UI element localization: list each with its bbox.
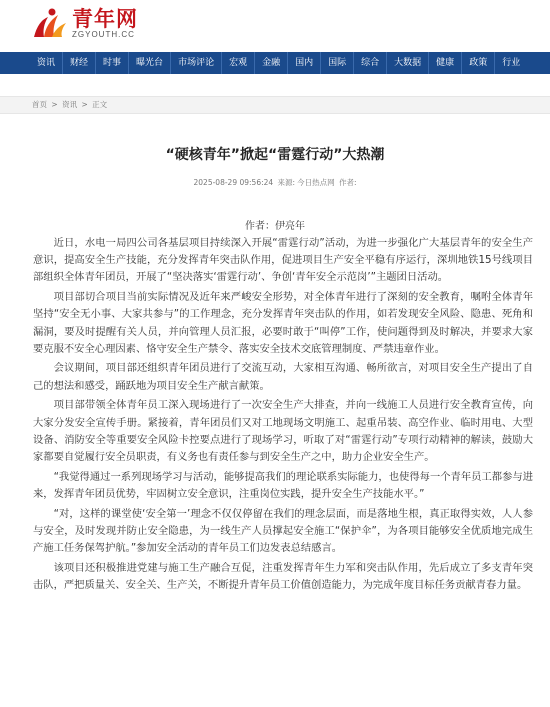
- article-paragraph: “对，这样的课堂使‘安全第一’理念不仅仅停留在我们的理念层面，而是落地生根，真正取得实效，人人参与安全，及时发现并防止安全隐患，为一线生产人员撑起安全施工“保护伞”，为各项目能够安全优质地完成生产施工任务保驾护航。”参加安全活动的青年员工们边发表总结感言。: [33, 507, 533, 554]
- site-logo[interactable]: [30, 6, 138, 42]
- nav-item[interactable]: 金融: [255, 52, 288, 74]
- article-paragraph: “我觉得通过一系列现场学习与活动，能够提高我们的理论联系实际能力，也使得每一个青年员工都参与进来，发挥青年团员优势，牢固树立安全意识，注重岗位实践，提升安全生产技能水平。”: [33, 470, 533, 500]
- nav-item[interactable]: 宏观: [222, 52, 255, 74]
- breadcrumb-news[interactable]: 资讯: [62, 100, 78, 109]
- nav-item[interactable]: 市场评论: [171, 52, 222, 74]
- nav-item[interactable]: 时事: [96, 52, 129, 74]
- breadcrumb-current: 正文: [92, 100, 108, 109]
- article-title: “硬核青年”掀起“雷霆行动”大热潮: [165, 147, 385, 163]
- nav-item[interactable]: 大数据: [387, 52, 429, 74]
- article-paragraph: 近日，水电一局四公司各基层项目持续深入开展“雷霆行动”活动，为进一步强化广大基层青年的安全生产意识，提高安全生产技能，充分发挥青年突击队作用，促进项目生产安全平稳有序运行，深圳地铁15号线项目部组织全体青年团员，开展了“坚决落实‘雷霆行动’、争创‘青年安全示范岗’”主题团日活动。: [33, 237, 533, 284]
- site-header: [0, 0, 550, 48]
- nav-item[interactable]: 行业: [502, 58, 521, 68]
- logo-icon: [30, 7, 68, 41]
- logo-title: 青年网: [72, 7, 138, 31]
- breadcrumb-separator: >: [81, 100, 88, 109]
- article-paragraph: 项目部切合项目当前实际情况及近年来严峻安全形势，对全体青年进行了深刻的安全教育，嘱咐全体青年坚持“安全无小事、大家共参与”的工作理念，充分发挥青年突击队的作用，如若发现安全风险、隐患、死角和漏洞，要及时提醒有关人员，并向管理人员汇报，必要时敢于“叫停”工作，使问题得到及时解决，并要求大家要克服不安全心理因素、恪守安全生产禁令、落实安全技术交底管理制度、严禁违章作业。: [33, 291, 533, 355]
- article-paragraph: 项目部带领全体青年员工深入现场进行了一次安全生产大排查，并向一线施工人员进行安全教育宣传，向大家分发安全宣传手册。紧接着，青年团员们又对工地现场文明施工、起重吊装、高空作业、临时用电、大型设备、消防安全等重要安全风险卡控要点进行了现场学习，听取了对“雷霆行动”专项行动精神的解读，鼓励大家都要自觉履行安全员职责，有义务也有责任参与到安全生产之中，助力企业安全生产。: [33, 399, 533, 463]
- article-body: [33, 235, 533, 597]
- nav-item[interactable]: 曝光台: [129, 52, 171, 74]
- nav-item[interactable]: 财经: [63, 52, 96, 74]
- author-label: 作者:: [338, 178, 357, 187]
- article-author: 作者：伊亮年: [245, 221, 305, 232]
- article-meta: [0, 177, 550, 188]
- nav-item[interactable]: 综合: [354, 52, 387, 74]
- main-nav: [0, 52, 550, 74]
- article-paragraph: 该项目还积极推进党建与施工生产融合互促，注重发挥青年生力军和突击队作用，先后成立了多支青年突击队，严把质量关、安全关、生产关，不断提升青年员工价值创造能力，为完成年度目标任务贡献青春力量。: [33, 561, 533, 591]
- article-paragraph: 会议期间，项目部还组织青年团员进行了交流互动，大家相互沟通、畅所欲言，对项目安全生产提出了自己的想法和感受，踊跃地为项目安全生产献言献策。: [33, 362, 533, 392]
- nav-item[interactable]: 政策: [462, 52, 495, 74]
- nav-item[interactable]: 健康: [429, 52, 462, 74]
- nav-item[interactable]: 资讯: [30, 52, 63, 74]
- nav-item[interactable]: 国内: [288, 52, 321, 74]
- logo-domain: ZGYOUTH.CC: [72, 30, 135, 39]
- breadcrumb-home[interactable]: 首页: [32, 100, 47, 109]
- source-label: 来源:: [277, 178, 296, 187]
- article-datetime: 2025-08-29 09:56:24: [193, 178, 274, 187]
- nav-item[interactable]: 国际: [321, 52, 354, 74]
- breadcrumb: [0, 96, 550, 114]
- article-source[interactable]: 今日热点网: [297, 178, 335, 187]
- breadcrumb-separator: >: [51, 100, 58, 109]
